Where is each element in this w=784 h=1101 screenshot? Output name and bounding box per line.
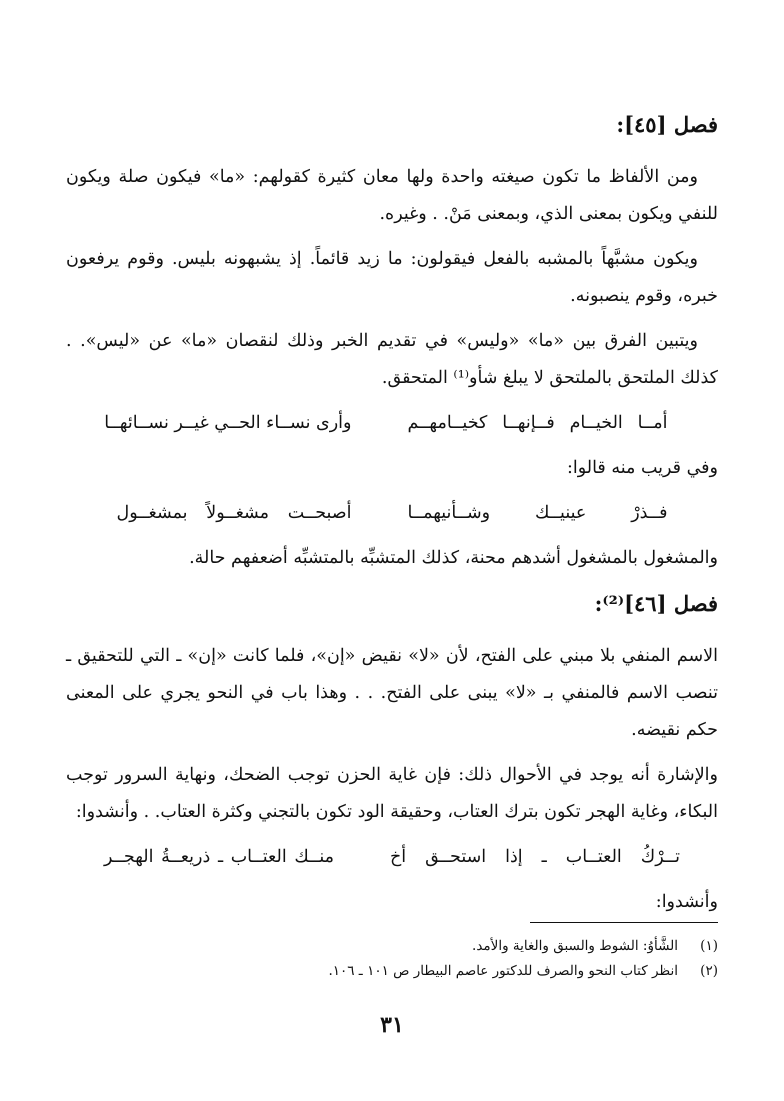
poem-verse — [66, 495, 718, 532]
verse-first-hemistich: تــرْكُ العتــاب ـ إذا استحــق أخ — [390, 847, 680, 867]
verse-first-hemistich: أمــا الخيــام فــإنهــا كخيــامهــم — [407, 413, 668, 433]
verse-second-hemistich: أصبحــت مشغــولاً بمشغــول — [116, 503, 352, 523]
paragraph: ويكون مشبَّهاً بالمشبه بالفعل فيقولون: ما زيد قائماً. إذ يشبهونه بليس. وقوم يرفعون خبره، وقوم ينصبونه. — [66, 249, 718, 306]
paragraph: ومن الألفاظ ما تكون صيغته واحدة ولها معان كثيرة كقولهم: «ما» فيكون صلة ويكون للنفي ويكون بمعنى الذي، وبمعنى مَنْ. . وغيره. — [66, 167, 718, 224]
footnotes — [66, 934, 718, 984]
verse-first-hemistich: فــذرْ عينيــك وشــأنيهمــا — [407, 503, 668, 523]
footnote-number: (٢) — [700, 963, 718, 979]
verse-second-hemistich: منــك العتــاب ـ ذريعــةُ الهجــر — [104, 847, 334, 867]
paragraph: والإشارة أنه يوجد في الأحوال ذلك: فإن غاية الحزن توجب الضحك، ونهاية السرور توجب البكاء، وغاية الهجر تكون بترك العتاب، وحقيقة الود تكون بالتجني وكثرة العتاب. . وأنشدوا: — [66, 765, 718, 822]
paragraph: وفي قريب منه قالوا: — [566, 458, 718, 478]
paragraph: والمشغول بالمشغول أشدهم محنة، كذلك المتشبِّه بالمتشبِّه أضعفهم حالة. — [189, 548, 718, 568]
footnote-text: انظر كتاب النحو والصرف للدكتور عاصم البيطار ص ١٠١ ـ ١٠٦. — [328, 963, 678, 979]
paragraph: الاسم المنفي بلا مبني على الفتح، لأن «لا» نقيض «إن»، فلما كانت «إن» ـ التي للتحقيق ـ تنصب الاسم فالمنفي بـ «لا» يبنى على الفتح. . . وهذا باب في النحو يجري على المعنى حكم نقيضه. — [66, 646, 718, 740]
footnote-text: الشَّأوُ: الشوط والسبق والغاية والأمد. — [472, 938, 678, 954]
section-heading: فصل [٤٦]⁽²⁾: — [594, 591, 718, 616]
poem-verse — [66, 839, 718, 876]
footnote — [66, 934, 718, 959]
page-number: ٣١ — [380, 1012, 404, 1038]
footnote — [66, 959, 718, 984]
paragraph: وأنشدوا: — [655, 892, 718, 912]
verse-second-hemistich: وأرى نســاء الحــي غيــر نســائهــا — [104, 413, 352, 433]
section-heading: فصل [٤٥]: — [616, 112, 718, 137]
footnote-number: (١) — [700, 938, 718, 954]
poem-verse — [66, 405, 718, 442]
paragraph: ويتبين الفرق بين «ما» «وليس» في تقديم الخبر وذلك لنقصان «ما» عن «ليس». . كذلك الملتحق بالملتحق لا يبلغ شأو⁽¹⁾ المتحقق. — [66, 331, 718, 388]
footnote-divider — [530, 922, 718, 923]
